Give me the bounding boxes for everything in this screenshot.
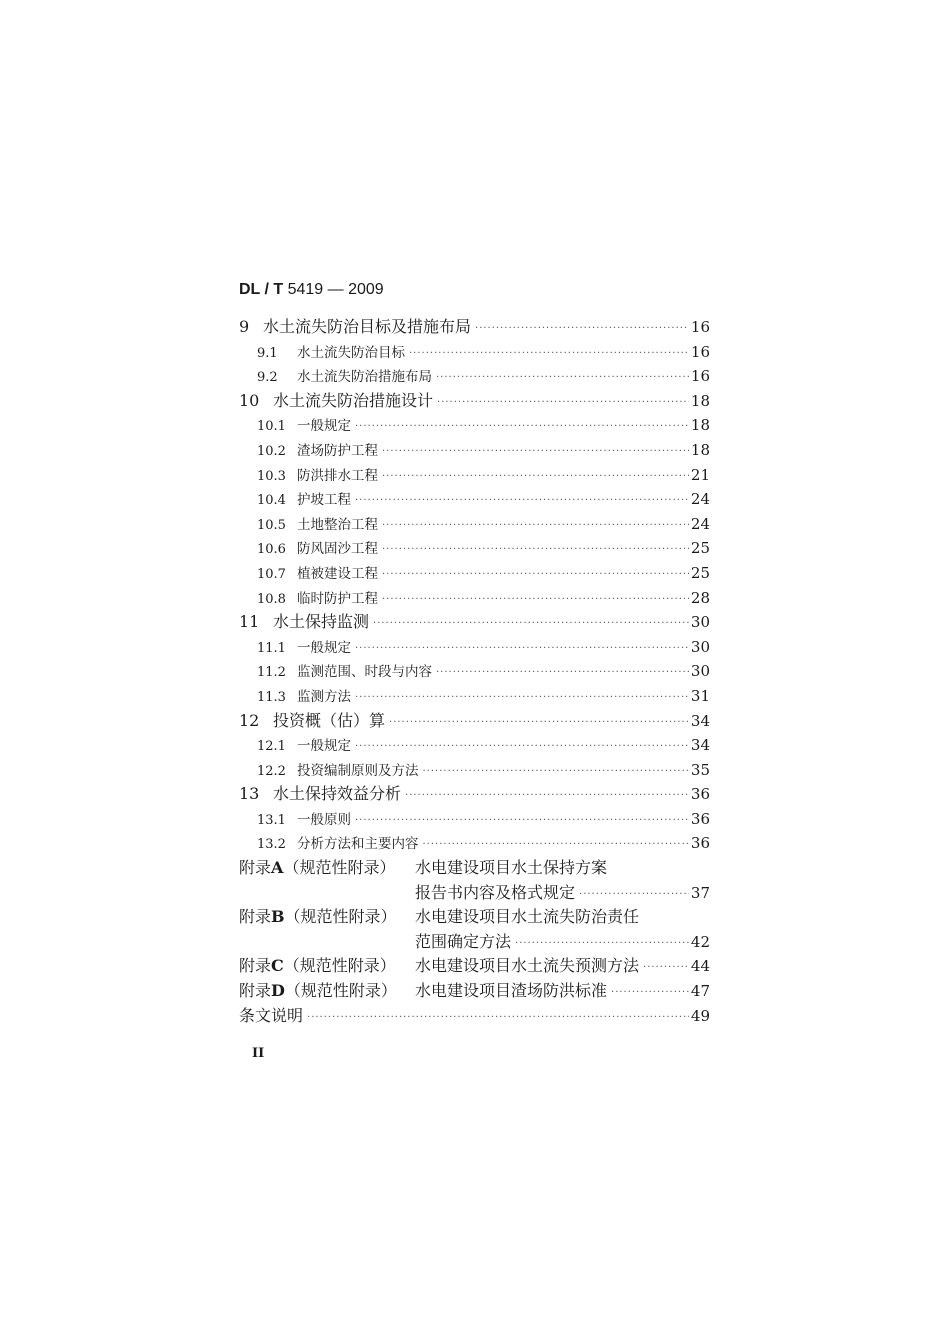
appendix-type: （规范性附录） bbox=[284, 981, 397, 1001]
toc-title: 水土流失防治目标 bbox=[297, 344, 405, 361]
toc-page-number: 25 bbox=[690, 563, 710, 582]
toc-page-number: 18 bbox=[690, 416, 710, 435]
toc-appendix-continued[interactable] bbox=[239, 881, 710, 906]
toc-page-number: 49 bbox=[690, 1006, 710, 1025]
toc-section[interactable] bbox=[239, 364, 710, 389]
toc-page-number: 18 bbox=[690, 391, 710, 410]
toc-number: 13.1 bbox=[257, 812, 286, 828]
toc-page-number: 34 bbox=[690, 736, 710, 755]
toc-section[interactable] bbox=[239, 807, 710, 832]
toc-title: 临时防护工程 bbox=[297, 590, 378, 607]
toc-leader-dots bbox=[382, 465, 689, 490]
toc-page-number: 31 bbox=[690, 686, 710, 705]
standard-number: 5419 — 2009 bbox=[287, 281, 384, 298]
toc-title: 渣场防护工程 bbox=[297, 442, 378, 459]
toc-leader-dots bbox=[409, 342, 689, 367]
appendix-letter: B bbox=[271, 907, 285, 927]
toc-section[interactable] bbox=[239, 463, 710, 488]
toc-leader-dots bbox=[355, 809, 689, 834]
toc-section[interactable] bbox=[239, 758, 710, 783]
toc-page-number: 44 bbox=[690, 957, 710, 976]
toc-title: 水土保持效益分析 bbox=[273, 784, 402, 804]
toc-title: 防风固沙工程 bbox=[297, 541, 378, 558]
toc-page-number: 34 bbox=[690, 711, 710, 730]
toc-leader-dots bbox=[423, 833, 689, 858]
toc-leader-dots bbox=[382, 563, 689, 588]
toc-leader-dots bbox=[355, 735, 689, 760]
toc-title: 投资概（估）算 bbox=[273, 710, 386, 730]
appendix-letter: C bbox=[271, 956, 284, 976]
toc-title-continued: 范围确定方法 bbox=[415, 931, 512, 951]
toc-chapter[interactable] bbox=[239, 782, 710, 807]
toc-leader-dots bbox=[389, 711, 689, 736]
toc-title: 一般规定 bbox=[297, 639, 351, 656]
toc-title-continued: 报告书内容及格式规定 bbox=[415, 882, 576, 902]
toc-title: 投资编制原则及方法 bbox=[297, 762, 419, 779]
toc-number: 12.2 bbox=[257, 763, 286, 779]
appendix-type: （规范性附录） bbox=[283, 956, 396, 976]
toc-page-number: 21 bbox=[690, 465, 710, 484]
appendix-prefix: 附录 bbox=[239, 956, 272, 976]
appendix-letter: D bbox=[271, 981, 285, 1001]
toc-section[interactable] bbox=[239, 684, 710, 709]
toc-title: 水电建设项目渣场防洪标准 bbox=[415, 981, 608, 1001]
page-number: II bbox=[252, 1046, 265, 1061]
appendix-label bbox=[239, 979, 415, 1004]
toc-title: 水电建设项目水土流失预测方法 bbox=[415, 956, 640, 976]
toc-leader-dots bbox=[355, 637, 689, 662]
toc-page-number: 30 bbox=[690, 662, 710, 681]
toc-section[interactable] bbox=[239, 635, 710, 660]
toc-page-number: 24 bbox=[690, 490, 710, 509]
toc-chapter[interactable] bbox=[239, 315, 710, 340]
toc-number: 9 bbox=[239, 317, 250, 336]
toc-leader-dots bbox=[437, 391, 689, 416]
toc-leader-dots bbox=[355, 415, 689, 440]
toc-section[interactable] bbox=[239, 536, 710, 561]
toc-appendix-continued[interactable] bbox=[239, 930, 710, 955]
appendix-prefix: 附录 bbox=[239, 858, 272, 878]
toc-leader-dots bbox=[382, 514, 689, 539]
table-of-contents bbox=[239, 315, 710, 1028]
toc-title: 水电建设项目水土流失防治责任 bbox=[415, 907, 640, 927]
toc-section[interactable] bbox=[239, 512, 710, 537]
toc-page-number: 28 bbox=[690, 588, 710, 607]
toc-page-number: 35 bbox=[690, 760, 710, 779]
toc-leader-dots bbox=[436, 366, 689, 391]
toc-section[interactable] bbox=[239, 340, 710, 365]
toc-title: 一般原则 bbox=[297, 811, 351, 828]
toc-title: 水土保持监测 bbox=[273, 612, 370, 632]
toc-number: 10.8 bbox=[257, 591, 286, 607]
toc-page-number: 24 bbox=[690, 514, 710, 533]
toc-title: 监测方法 bbox=[297, 688, 351, 705]
toc-section[interactable] bbox=[239, 438, 710, 463]
toc-number: 10.7 bbox=[257, 566, 286, 582]
toc-title: 土地整治工程 bbox=[297, 516, 378, 533]
toc-leader-dots bbox=[373, 612, 689, 637]
toc-section[interactable] bbox=[239, 561, 710, 586]
toc-explanation[interactable] bbox=[239, 1004, 710, 1029]
toc-leader-dots bbox=[382, 588, 689, 613]
toc-number: 11 bbox=[239, 612, 260, 632]
toc-number: 12.1 bbox=[257, 739, 286, 755]
toc-number: 12 bbox=[239, 710, 260, 730]
toc-title: 监测范围、时段与内容 bbox=[297, 664, 432, 681]
appendix-letter: A bbox=[271, 858, 284, 878]
toc-title: 水电建设项目水土保持方案 bbox=[415, 858, 608, 878]
toc-chapter[interactable] bbox=[239, 610, 710, 635]
toc-title: 防洪排水工程 bbox=[297, 467, 378, 484]
toc-title: 分析方法和主要内容 bbox=[297, 836, 419, 853]
toc-leader-dots bbox=[515, 932, 689, 957]
toc-number: 10.5 bbox=[257, 517, 286, 533]
toc-title: 护坡工程 bbox=[297, 492, 351, 509]
toc-title: 一般规定 bbox=[297, 738, 351, 755]
toc-page-number: 30 bbox=[690, 613, 710, 632]
toc-page-number: 16 bbox=[690, 342, 710, 361]
toc-section[interactable] bbox=[239, 413, 710, 438]
toc-chapter[interactable] bbox=[239, 389, 710, 414]
toc-title: 植被建设工程 bbox=[297, 565, 378, 582]
toc-title: 水土流失防治目标及措施布局 bbox=[263, 317, 472, 336]
toc-page-number: 36 bbox=[690, 834, 710, 853]
toc-leader-dots bbox=[382, 538, 689, 563]
toc-leader-dots bbox=[382, 440, 689, 465]
toc-leader-dots bbox=[611, 981, 689, 1006]
toc-title: 水土流失防治措施布局 bbox=[297, 369, 432, 386]
standard-code: DL / T bbox=[239, 281, 284, 298]
toc-title: 一般规定 bbox=[297, 418, 351, 435]
toc-section[interactable] bbox=[239, 733, 710, 758]
appendix-type: （规范性附录） bbox=[283, 858, 396, 878]
toc-page-number: 47 bbox=[690, 982, 710, 1001]
toc-page-number: 30 bbox=[690, 637, 710, 656]
toc-page-number: 25 bbox=[690, 539, 710, 558]
toc-appendix[interactable] bbox=[239, 856, 710, 881]
toc-number: 11.2 bbox=[257, 665, 286, 681]
toc-section[interactable] bbox=[239, 487, 710, 512]
toc-leader-dots bbox=[307, 1006, 689, 1031]
toc-title: 水土流失防治措施设计 bbox=[273, 390, 434, 410]
toc-appendix[interactable] bbox=[239, 979, 710, 1004]
appendix-type: （规范性附录） bbox=[284, 907, 397, 927]
appendix-prefix: 附录 bbox=[239, 981, 272, 1001]
appendix-label bbox=[239, 856, 415, 881]
toc-number: 10.6 bbox=[257, 542, 286, 558]
toc-page-number: 36 bbox=[690, 809, 710, 828]
toc-number: 10.1 bbox=[257, 419, 286, 435]
toc-section[interactable] bbox=[239, 831, 710, 856]
toc-section[interactable] bbox=[239, 586, 710, 611]
toc-leader-dots bbox=[475, 317, 689, 342]
toc-page-number: 36 bbox=[690, 785, 710, 804]
toc-section[interactable] bbox=[239, 659, 710, 684]
toc-leader-dots bbox=[355, 489, 689, 514]
toc-number: 13 bbox=[239, 784, 260, 804]
toc-leader-dots bbox=[423, 760, 689, 785]
toc-chapter[interactable] bbox=[239, 709, 710, 734]
toc-title: 条文说明 bbox=[239, 1005, 304, 1025]
toc-number: 10 bbox=[239, 390, 260, 410]
appendix-label bbox=[239, 954, 415, 979]
toc-leader-dots bbox=[579, 883, 689, 908]
toc-number: 10.4 bbox=[257, 493, 286, 509]
toc-number: 11.1 bbox=[257, 640, 286, 656]
toc-number: 11.3 bbox=[257, 689, 286, 705]
appendix-prefix: 附录 bbox=[239, 907, 272, 927]
toc-page-number: 16 bbox=[690, 367, 710, 386]
toc-number: 10.3 bbox=[257, 468, 286, 484]
toc-page-number: 37 bbox=[690, 883, 710, 902]
toc-leader-dots bbox=[405, 784, 689, 809]
toc-page-number: 18 bbox=[690, 440, 710, 459]
toc-appendix[interactable] bbox=[239, 905, 710, 930]
toc-number: 9.1 bbox=[257, 345, 278, 361]
document-code bbox=[239, 281, 384, 299]
toc-leader-dots bbox=[436, 661, 689, 686]
toc-leader-dots bbox=[643, 956, 689, 981]
toc-leader-dots bbox=[355, 686, 689, 711]
toc-number: 10.2 bbox=[257, 443, 286, 459]
appendix-label bbox=[239, 905, 415, 930]
toc-page-number: 42 bbox=[690, 932, 710, 951]
toc-number: 9.2 bbox=[257, 370, 278, 386]
toc-number: 13.2 bbox=[257, 837, 286, 853]
toc-page-number: 16 bbox=[690, 318, 710, 336]
toc-appendix[interactable] bbox=[239, 954, 710, 979]
